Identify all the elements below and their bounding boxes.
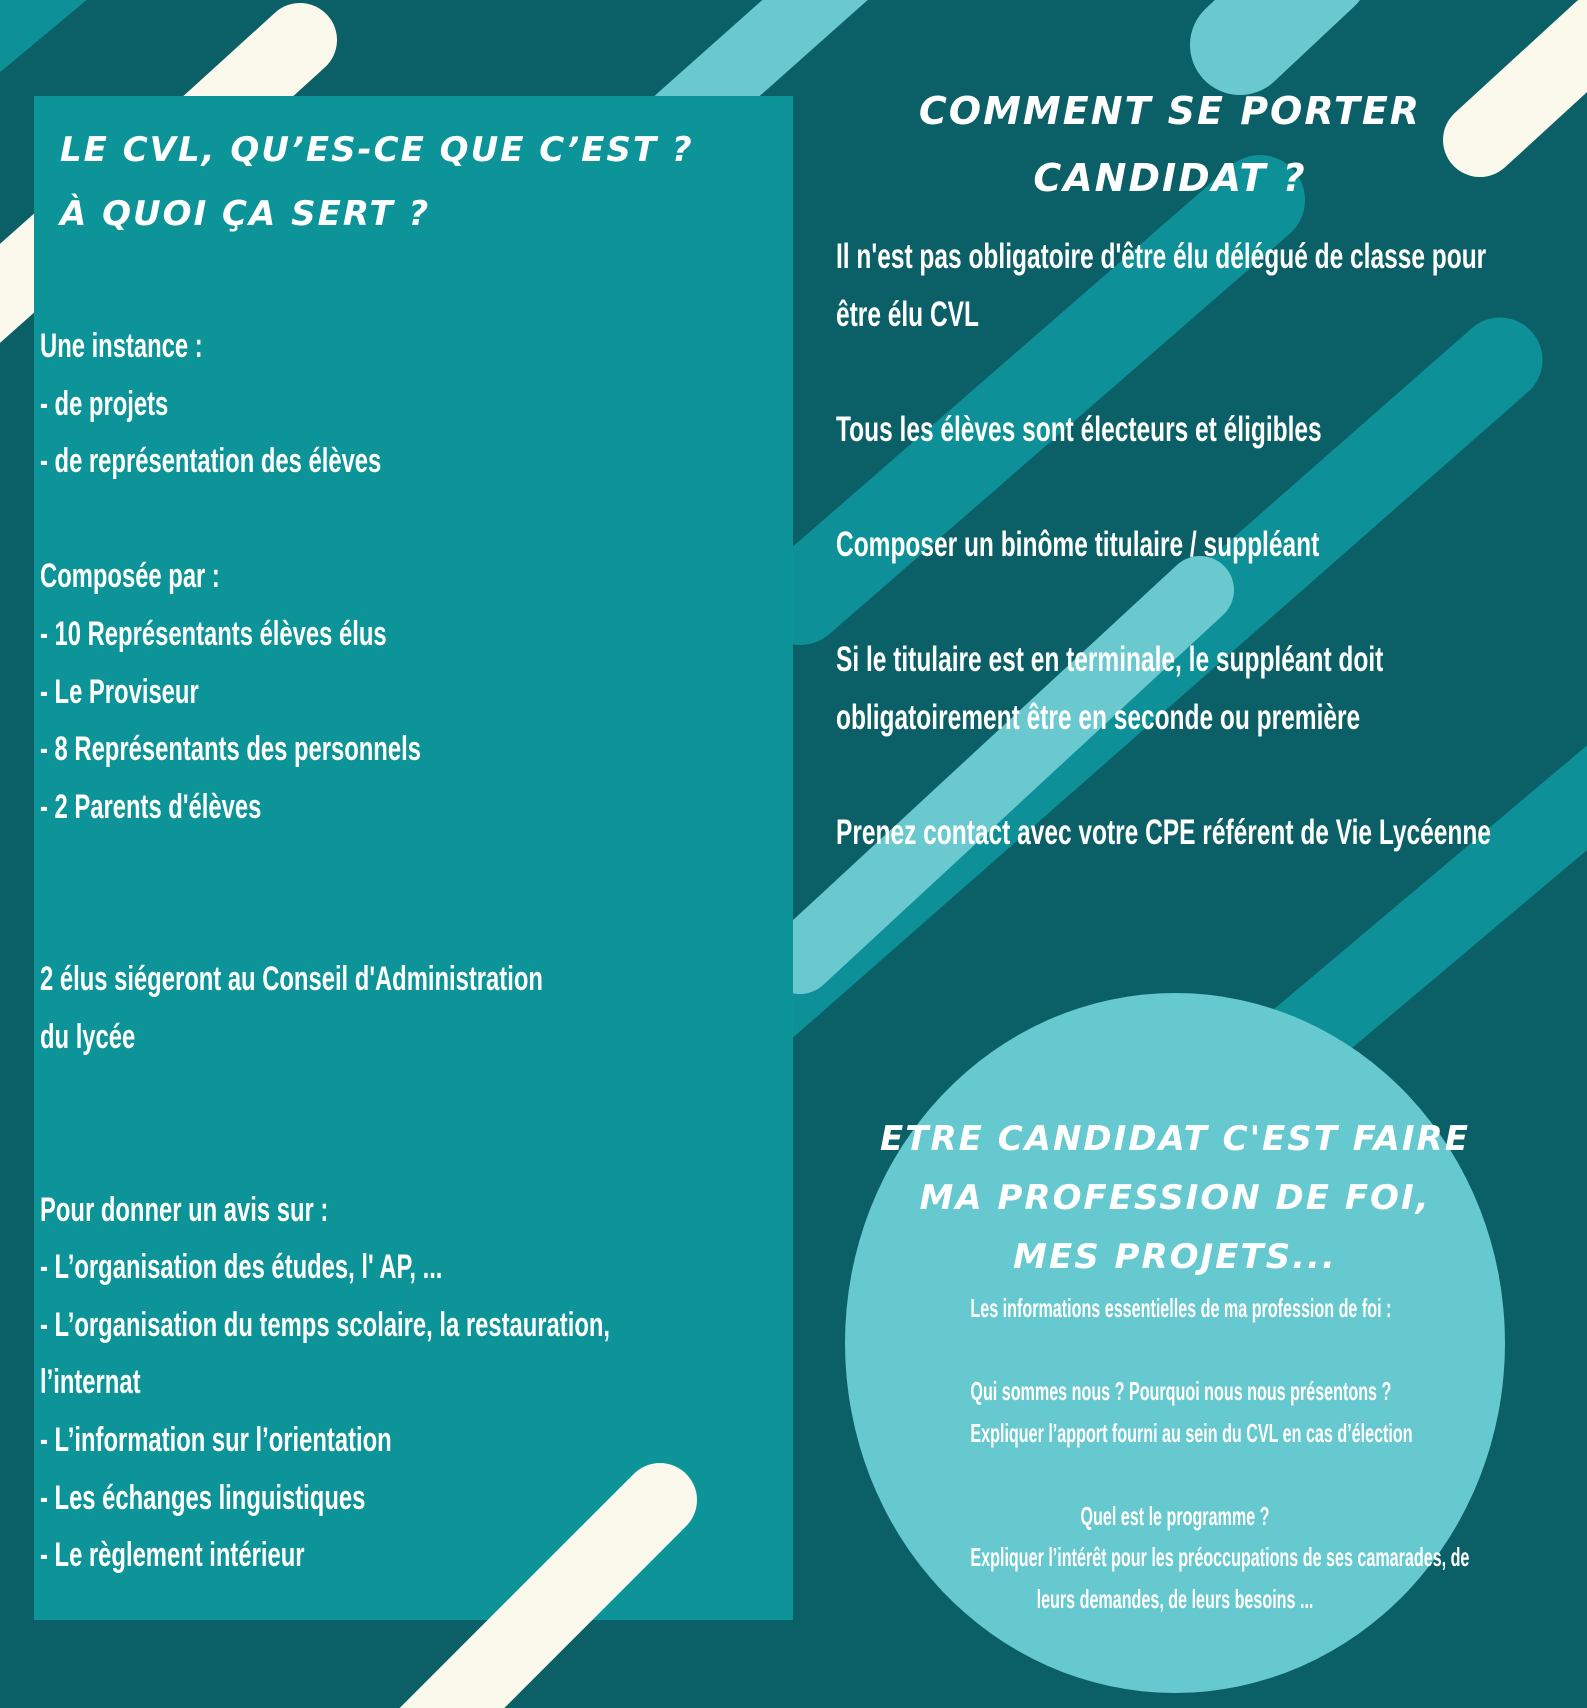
left-title-line: LE CVL, QU’ES-CE QUE C’EST ?: [60, 130, 694, 170]
circle-title-line: MA PROFESSION DE FOI,: [919, 1178, 1431, 1218]
right-title-line: CANDIDAT ?: [1033, 156, 1307, 200]
circle-intro: Les informations essentielles de ma profession de foi :: [970, 1293, 1392, 1323]
list-item: - L’organisation du temps scolaire, la restauration,: [40, 1305, 611, 1344]
list-item: - Les échanges linguistiques: [40, 1478, 366, 1517]
candidacy-point: Prenez contact avec votre CPE référent de Vie Lycéenne: [836, 812, 1491, 852]
list-item: - L’organisation des études, l' AP, ...: [40, 1248, 443, 1287]
list-item: - Le règlement intérieur: [40, 1536, 305, 1575]
circle-text: Quel est le programme ?: [1080, 1500, 1270, 1531]
candidacy-point: Composer un binôme titulaire / suppléant: [836, 524, 1320, 564]
candidacy-point: obligatoirement être en seconde ou première: [836, 697, 1361, 737]
ca-text: du lycée: [40, 1017, 136, 1056]
avis-heading: Pour donner un avis sur :: [40, 1190, 329, 1229]
composition-heading: Composée par :: [40, 557, 220, 596]
circle-text: Expliquer l’apport fourni au sein du CVL en cas d’élection: [970, 1417, 1413, 1448]
right-title-line: COMMENT SE PORTER: [918, 89, 1422, 133]
candidacy-point: Il n'est pas obligatoire d'être élu délégué de classe pour: [836, 237, 1487, 276]
list-item: l’internat: [40, 1363, 141, 1402]
list-item: - L’information sur l’orientation: [40, 1420, 392, 1459]
instance-heading: Une instance :: [40, 327, 203, 365]
circle-text: Expliquer l’intérêt pour les préoccupations de ses camarades, de: [970, 1542, 1470, 1572]
list-item: - 2 Parents d'élèves: [40, 787, 262, 826]
list-item: - 8 Représentants des personnels: [40, 730, 421, 769]
circle-title-line: MES PROJETS...: [1013, 1237, 1337, 1277]
circle-title-line: ETRE CANDIDAT C'EST FAIRE: [880, 1119, 1470, 1159]
circle-text: leurs demandes, de leurs besoins ...: [1036, 1583, 1314, 1614]
circle-text: Qui sommes nous ? Pourquoi nous nous présentons ?: [970, 1376, 1392, 1406]
ca-text: 2 élus siégeront au Conseil d'Administration: [40, 960, 543, 999]
circle-title: [845, 1110, 1505, 1287]
list-item: - Le Proviseur: [40, 672, 199, 711]
list-item: - 10 Représentants élèves élus: [40, 614, 387, 653]
candidacy-point: Si le titulaire est en terminale, le suppléant doit: [836, 640, 1384, 680]
list-item: - de projets: [40, 384, 169, 423]
right-title: [870, 78, 1470, 212]
candidacy-point: Tous les élèves sont électeurs et éligibles: [836, 409, 1322, 449]
circle-body: [845, 1288, 1505, 1620]
left-title-line: À QUOI ÇA SERT ?: [60, 194, 431, 234]
right-body: [836, 228, 1587, 862]
candidacy-point: être élu CVL: [836, 294, 979, 334]
left-title: [60, 118, 760, 246]
list-item: - de représentation des élèves: [40, 442, 382, 481]
